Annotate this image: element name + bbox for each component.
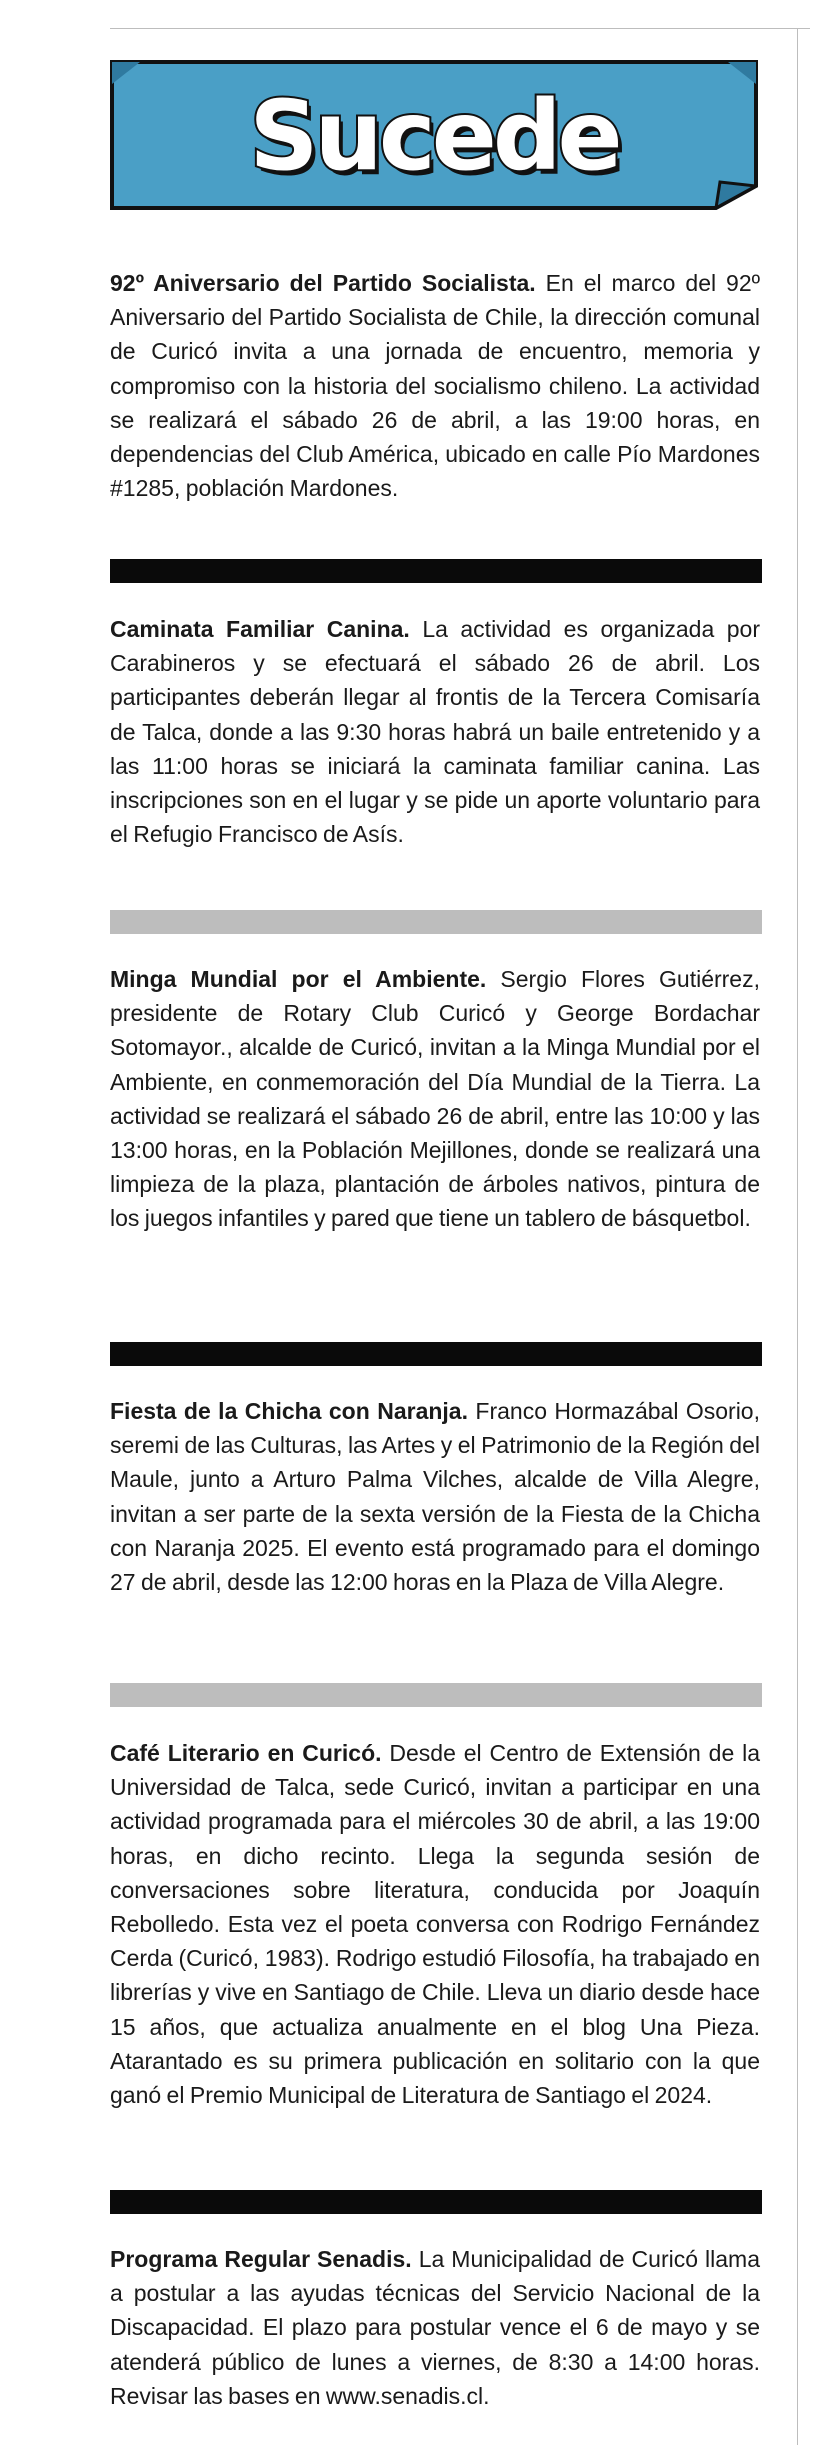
- article-caminata-canina: [110, 612, 760, 851]
- article-headline: Fiesta de la Chicha con Naranja.: [110, 1398, 468, 1424]
- article-body: Sergio Flores Gutiérrez, presidente de Rotary Club Curicó y George Bordachar Sotomayor., alcalde de Curicó, invitan a la Minga Mundial por el Ambiente, en conmemoración del Día Mundial de la Tierra. La actividad se realizará el sábado 26 de abril, entre las 10:00 y las 13:00 horas, en la Población Mejillones, donde se realizará una limpieza de la plaza, plantación de árboles nativos, pintura de los juegos infantiles y pared que tiene un tablero de básquetbol.: [110, 966, 760, 1232]
- article-programa-senadis: [110, 2242, 760, 2413]
- divider-bar: [110, 1342, 762, 1366]
- section-banner: [110, 58, 758, 210]
- divider-bar: [110, 910, 762, 934]
- divider-bar: [110, 559, 762, 583]
- article-body: Desde el Centro de Extensión de la Universidad de Talca, sede Curicó, invitan a participar en una actividad programada para el miércoles 30 de abril, a las 19:00 horas, en dicho recinto. Llega la segunda sesión de conversaciones sobre literatura, conducida por Joaquín Rebolledo. Esta vez el poeta conversa con Rodrigo Fernández Cerda (Curicó, 1983). Rodrigo estudió Filosofía, ha trabajado en librerías y vive en Santiago de Chile. Lleva un diario desde hace 15 años, que actualiza anualmente en el blog Una Pieza. Atarantado es su primera publicación en solitario con la que ganó el Premio Municipal de Literatura de Santiago el 2024.: [110, 1740, 760, 2109]
- article-headline: Programa Regular Senadis.: [110, 2246, 412, 2272]
- article-cafe-literario: [110, 1736, 760, 2112]
- article-body: Franco Hormazábal Osorio, seremi de las Culturas, las Artes y el Patrimonio de la Región del Maule, junto a Arturo Palma Vilches, alcalde de Villa Alegre, invitan a ser parte de la sexta versión de la Fiesta de la Chicha con Naranja 2025. El evento está programado para el domingo 27 de abril, desde las 12:00 horas en la Plaza de Villa Alegre.: [110, 1398, 760, 1596]
- article-body: La Municipalidad de Curicó llama a postular a las ayudas técnicas del Servicio Nacional de la Discapacidad. El plazo para postular vence el 6 de mayo y se atenderá público de lunes a viernes, de 8:30 a 14:00 horas. Revisar las bases en www.senadis.cl.: [110, 2246, 761, 2409]
- right-column-rule: [797, 28, 798, 2445]
- divider-bar: [110, 2190, 762, 2214]
- article-minga-mundial: [110, 962, 760, 1236]
- article-fiesta-chicha: [110, 1394, 760, 1599]
- article-body: En el marco del 92º Aniversario del Partido Socialista de Chile, la dirección comunal de Curicó invita a una jornada de encuentro, memoria y compromiso con la historia del socialismo chileno. La actividad se realizará el sábado 26 de abril, a las 19:00 horas, en dependencias del Club América, ubicado en calle Pío Mardones #1285, población Mardones.: [110, 270, 761, 502]
- top-rule: [110, 28, 810, 29]
- article-headline: Café Literario en Curicó.: [110, 1740, 382, 1766]
- section-title: Sucede: [249, 80, 619, 192]
- article-body: La actividad es organizada por Carabineros y se efectuará el sábado 26 de abril. Los participantes deberán llegar al frontis de la Tercera Comisaría de Talca, donde a las 9:30 horas habrá un baile entretenido y a las 11:00 horas se iniciará la caminata familiar canina. Las inscripciones son en el lugar y se pide un aporte voluntario para el Refugio Francisco de Asís.: [110, 616, 761, 848]
- article-headline: 92º Aniversario del Partido Socialista.: [110, 270, 536, 296]
- article-aniversario-ps: [110, 266, 760, 505]
- divider-bar: [110, 1683, 762, 1707]
- article-headline: Minga Mundial por el Ambiente.: [110, 966, 487, 992]
- article-headline: Caminata Familiar Canina.: [110, 616, 410, 642]
